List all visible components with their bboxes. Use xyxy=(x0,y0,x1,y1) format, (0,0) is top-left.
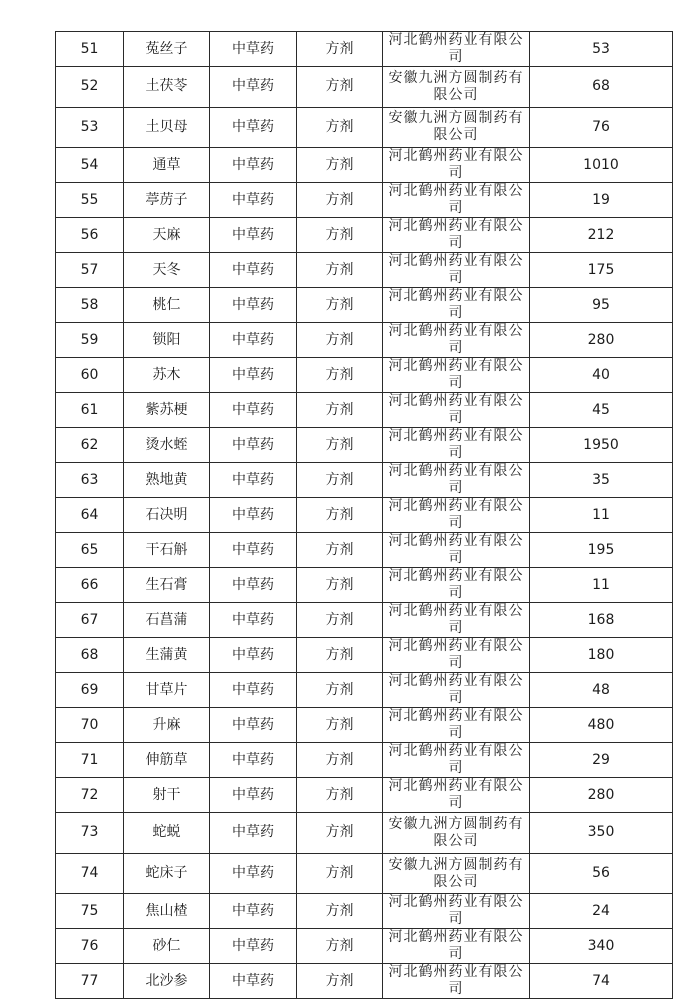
company-cell: 河北鹤州药业有限公司 xyxy=(383,964,530,999)
category-cell: 中草药 xyxy=(210,218,297,253)
quantity-cell: 212 xyxy=(530,218,673,253)
table-row xyxy=(56,743,673,778)
drug-name-cell: 生石膏 xyxy=(124,568,210,603)
table-row xyxy=(56,603,673,638)
category-cell: 中草药 xyxy=(210,853,297,894)
herbal-medicine-table xyxy=(55,31,673,999)
row-number-cell: 52 xyxy=(56,67,124,108)
row-number-cell: 59 xyxy=(56,323,124,358)
row-number-cell: 54 xyxy=(56,148,124,183)
type-cell: 方剂 xyxy=(297,708,383,743)
row-number-cell: 61 xyxy=(56,393,124,428)
company-cell: 河北鹤州药业有限公司 xyxy=(383,498,530,533)
table-row xyxy=(56,428,673,463)
category-cell: 中草药 xyxy=(210,743,297,778)
drug-name-cell: 菟丝子 xyxy=(124,32,210,67)
company-cell: 河北鹤州药业有限公司 xyxy=(383,463,530,498)
drug-name-cell: 通草 xyxy=(124,148,210,183)
type-cell: 方剂 xyxy=(297,498,383,533)
table-row xyxy=(56,323,673,358)
row-number-cell: 64 xyxy=(56,498,124,533)
category-cell: 中草药 xyxy=(210,32,297,67)
table-row xyxy=(56,638,673,673)
drug-name-cell: 天冬 xyxy=(124,253,210,288)
quantity-cell: 480 xyxy=(530,708,673,743)
drug-name-cell: 烫水蛭 xyxy=(124,428,210,463)
type-cell: 方剂 xyxy=(297,673,383,708)
quantity-cell: 11 xyxy=(530,498,673,533)
type-cell: 方剂 xyxy=(297,568,383,603)
table-row xyxy=(56,778,673,813)
table-row xyxy=(56,568,673,603)
drug-name-cell: 葶苈子 xyxy=(124,183,210,218)
drug-name-cell: 土茯苓 xyxy=(124,67,210,108)
type-cell: 方剂 xyxy=(297,743,383,778)
quantity-cell: 95 xyxy=(530,288,673,323)
category-cell: 中草药 xyxy=(210,964,297,999)
company-cell: 河北鹤州药业有限公司 xyxy=(383,32,530,67)
quantity-cell: 175 xyxy=(530,253,673,288)
category-cell: 中草药 xyxy=(210,323,297,358)
row-number-cell: 62 xyxy=(56,428,124,463)
type-cell: 方剂 xyxy=(297,813,383,854)
drug-name-cell: 生蒲黄 xyxy=(124,638,210,673)
drug-name-cell: 干石斛 xyxy=(124,533,210,568)
table-body xyxy=(56,32,673,999)
category-cell: 中草药 xyxy=(210,107,297,148)
table-row xyxy=(56,183,673,218)
type-cell: 方剂 xyxy=(297,253,383,288)
drug-name-cell: 升麻 xyxy=(124,708,210,743)
row-number-cell: 53 xyxy=(56,107,124,148)
row-number-cell: 71 xyxy=(56,743,124,778)
category-cell: 中草药 xyxy=(210,638,297,673)
table-row xyxy=(56,498,673,533)
company-cell: 河北鹤州药业有限公司 xyxy=(383,148,530,183)
type-cell: 方剂 xyxy=(297,288,383,323)
row-number-cell: 73 xyxy=(56,813,124,854)
category-cell: 中草药 xyxy=(210,673,297,708)
type-cell: 方剂 xyxy=(297,964,383,999)
company-cell: 河北鹤州药业有限公司 xyxy=(383,533,530,568)
drug-name-cell: 甘草片 xyxy=(124,673,210,708)
category-cell: 中草药 xyxy=(210,603,297,638)
company-cell: 安徽九洲方圆制药有限公司 xyxy=(383,107,530,148)
company-cell: 安徽九洲方圆制药有限公司 xyxy=(383,813,530,854)
drug-name-cell: 熟地黄 xyxy=(124,463,210,498)
row-number-cell: 65 xyxy=(56,533,124,568)
quantity-cell: 195 xyxy=(530,533,673,568)
quantity-cell: 180 xyxy=(530,638,673,673)
drug-name-cell: 石菖蒲 xyxy=(124,603,210,638)
type-cell: 方剂 xyxy=(297,929,383,964)
drug-name-cell: 射干 xyxy=(124,778,210,813)
category-cell: 中草药 xyxy=(210,358,297,393)
category-cell: 中草药 xyxy=(210,929,297,964)
row-number-cell: 60 xyxy=(56,358,124,393)
quantity-cell: 29 xyxy=(530,743,673,778)
drug-name-cell: 蛇床子 xyxy=(124,853,210,894)
type-cell: 方剂 xyxy=(297,638,383,673)
table-row xyxy=(56,929,673,964)
quantity-cell: 1950 xyxy=(530,428,673,463)
category-cell: 中草药 xyxy=(210,708,297,743)
drug-name-cell: 蛇蜕 xyxy=(124,813,210,854)
quantity-cell: 56 xyxy=(530,853,673,894)
quantity-cell: 168 xyxy=(530,603,673,638)
row-number-cell: 55 xyxy=(56,183,124,218)
table-row xyxy=(56,148,673,183)
category-cell: 中草药 xyxy=(210,463,297,498)
row-number-cell: 69 xyxy=(56,673,124,708)
company-cell: 安徽九洲方圆制药有限公司 xyxy=(383,67,530,108)
row-number-cell: 66 xyxy=(56,568,124,603)
category-cell: 中草药 xyxy=(210,533,297,568)
type-cell: 方剂 xyxy=(297,603,383,638)
category-cell: 中草药 xyxy=(210,253,297,288)
quantity-cell: 280 xyxy=(530,778,673,813)
type-cell: 方剂 xyxy=(297,183,383,218)
type-cell: 方剂 xyxy=(297,894,383,929)
row-number-cell: 70 xyxy=(56,708,124,743)
table-row xyxy=(56,964,673,999)
drug-name-cell: 伸筋草 xyxy=(124,743,210,778)
type-cell: 方剂 xyxy=(297,778,383,813)
company-cell: 河北鹤州药业有限公司 xyxy=(383,323,530,358)
quantity-cell: 24 xyxy=(530,894,673,929)
company-cell: 河北鹤州药业有限公司 xyxy=(383,183,530,218)
type-cell: 方剂 xyxy=(297,853,383,894)
quantity-cell: 1010 xyxy=(530,148,673,183)
row-number-cell: 75 xyxy=(56,894,124,929)
quantity-cell: 74 xyxy=(530,964,673,999)
table-row xyxy=(56,813,673,854)
table-row xyxy=(56,533,673,568)
type-cell: 方剂 xyxy=(297,32,383,67)
category-cell: 中草药 xyxy=(210,894,297,929)
category-cell: 中草药 xyxy=(210,428,297,463)
table-row xyxy=(56,288,673,323)
type-cell: 方剂 xyxy=(297,428,383,463)
drug-name-cell: 砂仁 xyxy=(124,929,210,964)
type-cell: 方剂 xyxy=(297,358,383,393)
row-number-cell: 58 xyxy=(56,288,124,323)
row-number-cell: 77 xyxy=(56,964,124,999)
company-cell: 河北鹤州药业有限公司 xyxy=(383,603,530,638)
type-cell: 方剂 xyxy=(297,463,383,498)
table-row xyxy=(56,894,673,929)
table-row xyxy=(56,358,673,393)
table-row xyxy=(56,708,673,743)
type-cell: 方剂 xyxy=(297,393,383,428)
drug-name-cell: 土贝母 xyxy=(124,107,210,148)
quantity-cell: 40 xyxy=(530,358,673,393)
company-cell: 河北鹤州药业有限公司 xyxy=(383,358,530,393)
type-cell: 方剂 xyxy=(297,218,383,253)
quantity-cell: 280 xyxy=(530,323,673,358)
row-number-cell: 51 xyxy=(56,32,124,67)
table-row xyxy=(56,393,673,428)
drug-name-cell: 天麻 xyxy=(124,218,210,253)
row-number-cell: 68 xyxy=(56,638,124,673)
table-row xyxy=(56,218,673,253)
category-cell: 中草药 xyxy=(210,778,297,813)
quantity-cell: 76 xyxy=(530,107,673,148)
company-cell: 河北鹤州药业有限公司 xyxy=(383,638,530,673)
quantity-cell: 35 xyxy=(530,463,673,498)
table-row xyxy=(56,463,673,498)
category-cell: 中草药 xyxy=(210,288,297,323)
row-number-cell: 67 xyxy=(56,603,124,638)
company-cell: 河北鹤州药业有限公司 xyxy=(383,568,530,603)
company-cell: 河北鹤州药业有限公司 xyxy=(383,778,530,813)
quantity-cell: 68 xyxy=(530,67,673,108)
drug-name-cell: 紫苏梗 xyxy=(124,393,210,428)
category-cell: 中草药 xyxy=(210,568,297,603)
quantity-cell: 19 xyxy=(530,183,673,218)
category-cell: 中草药 xyxy=(210,148,297,183)
quantity-cell: 53 xyxy=(530,32,673,67)
company-cell: 河北鹤州药业有限公司 xyxy=(383,894,530,929)
category-cell: 中草药 xyxy=(210,183,297,218)
company-cell: 河北鹤州药业有限公司 xyxy=(383,288,530,323)
table-row xyxy=(56,32,673,67)
type-cell: 方剂 xyxy=(297,67,383,108)
drug-name-cell: 石决明 xyxy=(124,498,210,533)
type-cell: 方剂 xyxy=(297,148,383,183)
drug-name-cell: 北沙参 xyxy=(124,964,210,999)
row-number-cell: 57 xyxy=(56,253,124,288)
category-cell: 中草药 xyxy=(210,393,297,428)
company-cell: 河北鹤州药业有限公司 xyxy=(383,393,530,428)
category-cell: 中草药 xyxy=(210,67,297,108)
table-row xyxy=(56,107,673,148)
quantity-cell: 350 xyxy=(530,813,673,854)
company-cell: 河北鹤州药业有限公司 xyxy=(383,673,530,708)
category-cell: 中草药 xyxy=(210,498,297,533)
drug-name-cell: 桃仁 xyxy=(124,288,210,323)
drug-name-cell: 苏木 xyxy=(124,358,210,393)
table-row xyxy=(56,67,673,108)
company-cell: 河北鹤州药业有限公司 xyxy=(383,929,530,964)
table-row xyxy=(56,673,673,708)
quantity-cell: 11 xyxy=(530,568,673,603)
company-cell: 河北鹤州药业有限公司 xyxy=(383,218,530,253)
company-cell: 河北鹤州药业有限公司 xyxy=(383,253,530,288)
company-cell: 河北鹤州药业有限公司 xyxy=(383,428,530,463)
company-cell: 河北鹤州药业有限公司 xyxy=(383,708,530,743)
row-number-cell: 56 xyxy=(56,218,124,253)
table-row xyxy=(56,853,673,894)
category-cell: 中草药 xyxy=(210,813,297,854)
type-cell: 方剂 xyxy=(297,533,383,568)
type-cell: 方剂 xyxy=(297,107,383,148)
type-cell: 方剂 xyxy=(297,323,383,358)
table-row xyxy=(56,253,673,288)
row-number-cell: 76 xyxy=(56,929,124,964)
drug-name-cell: 锁阳 xyxy=(124,323,210,358)
drug-name-cell: 焦山楂 xyxy=(124,894,210,929)
row-number-cell: 72 xyxy=(56,778,124,813)
company-cell: 安徽九洲方圆制药有限公司 xyxy=(383,853,530,894)
quantity-cell: 45 xyxy=(530,393,673,428)
row-number-cell: 63 xyxy=(56,463,124,498)
quantity-cell: 48 xyxy=(530,673,673,708)
company-cell: 河北鹤州药业有限公司 xyxy=(383,743,530,778)
row-number-cell: 74 xyxy=(56,853,124,894)
quantity-cell: 340 xyxy=(530,929,673,964)
